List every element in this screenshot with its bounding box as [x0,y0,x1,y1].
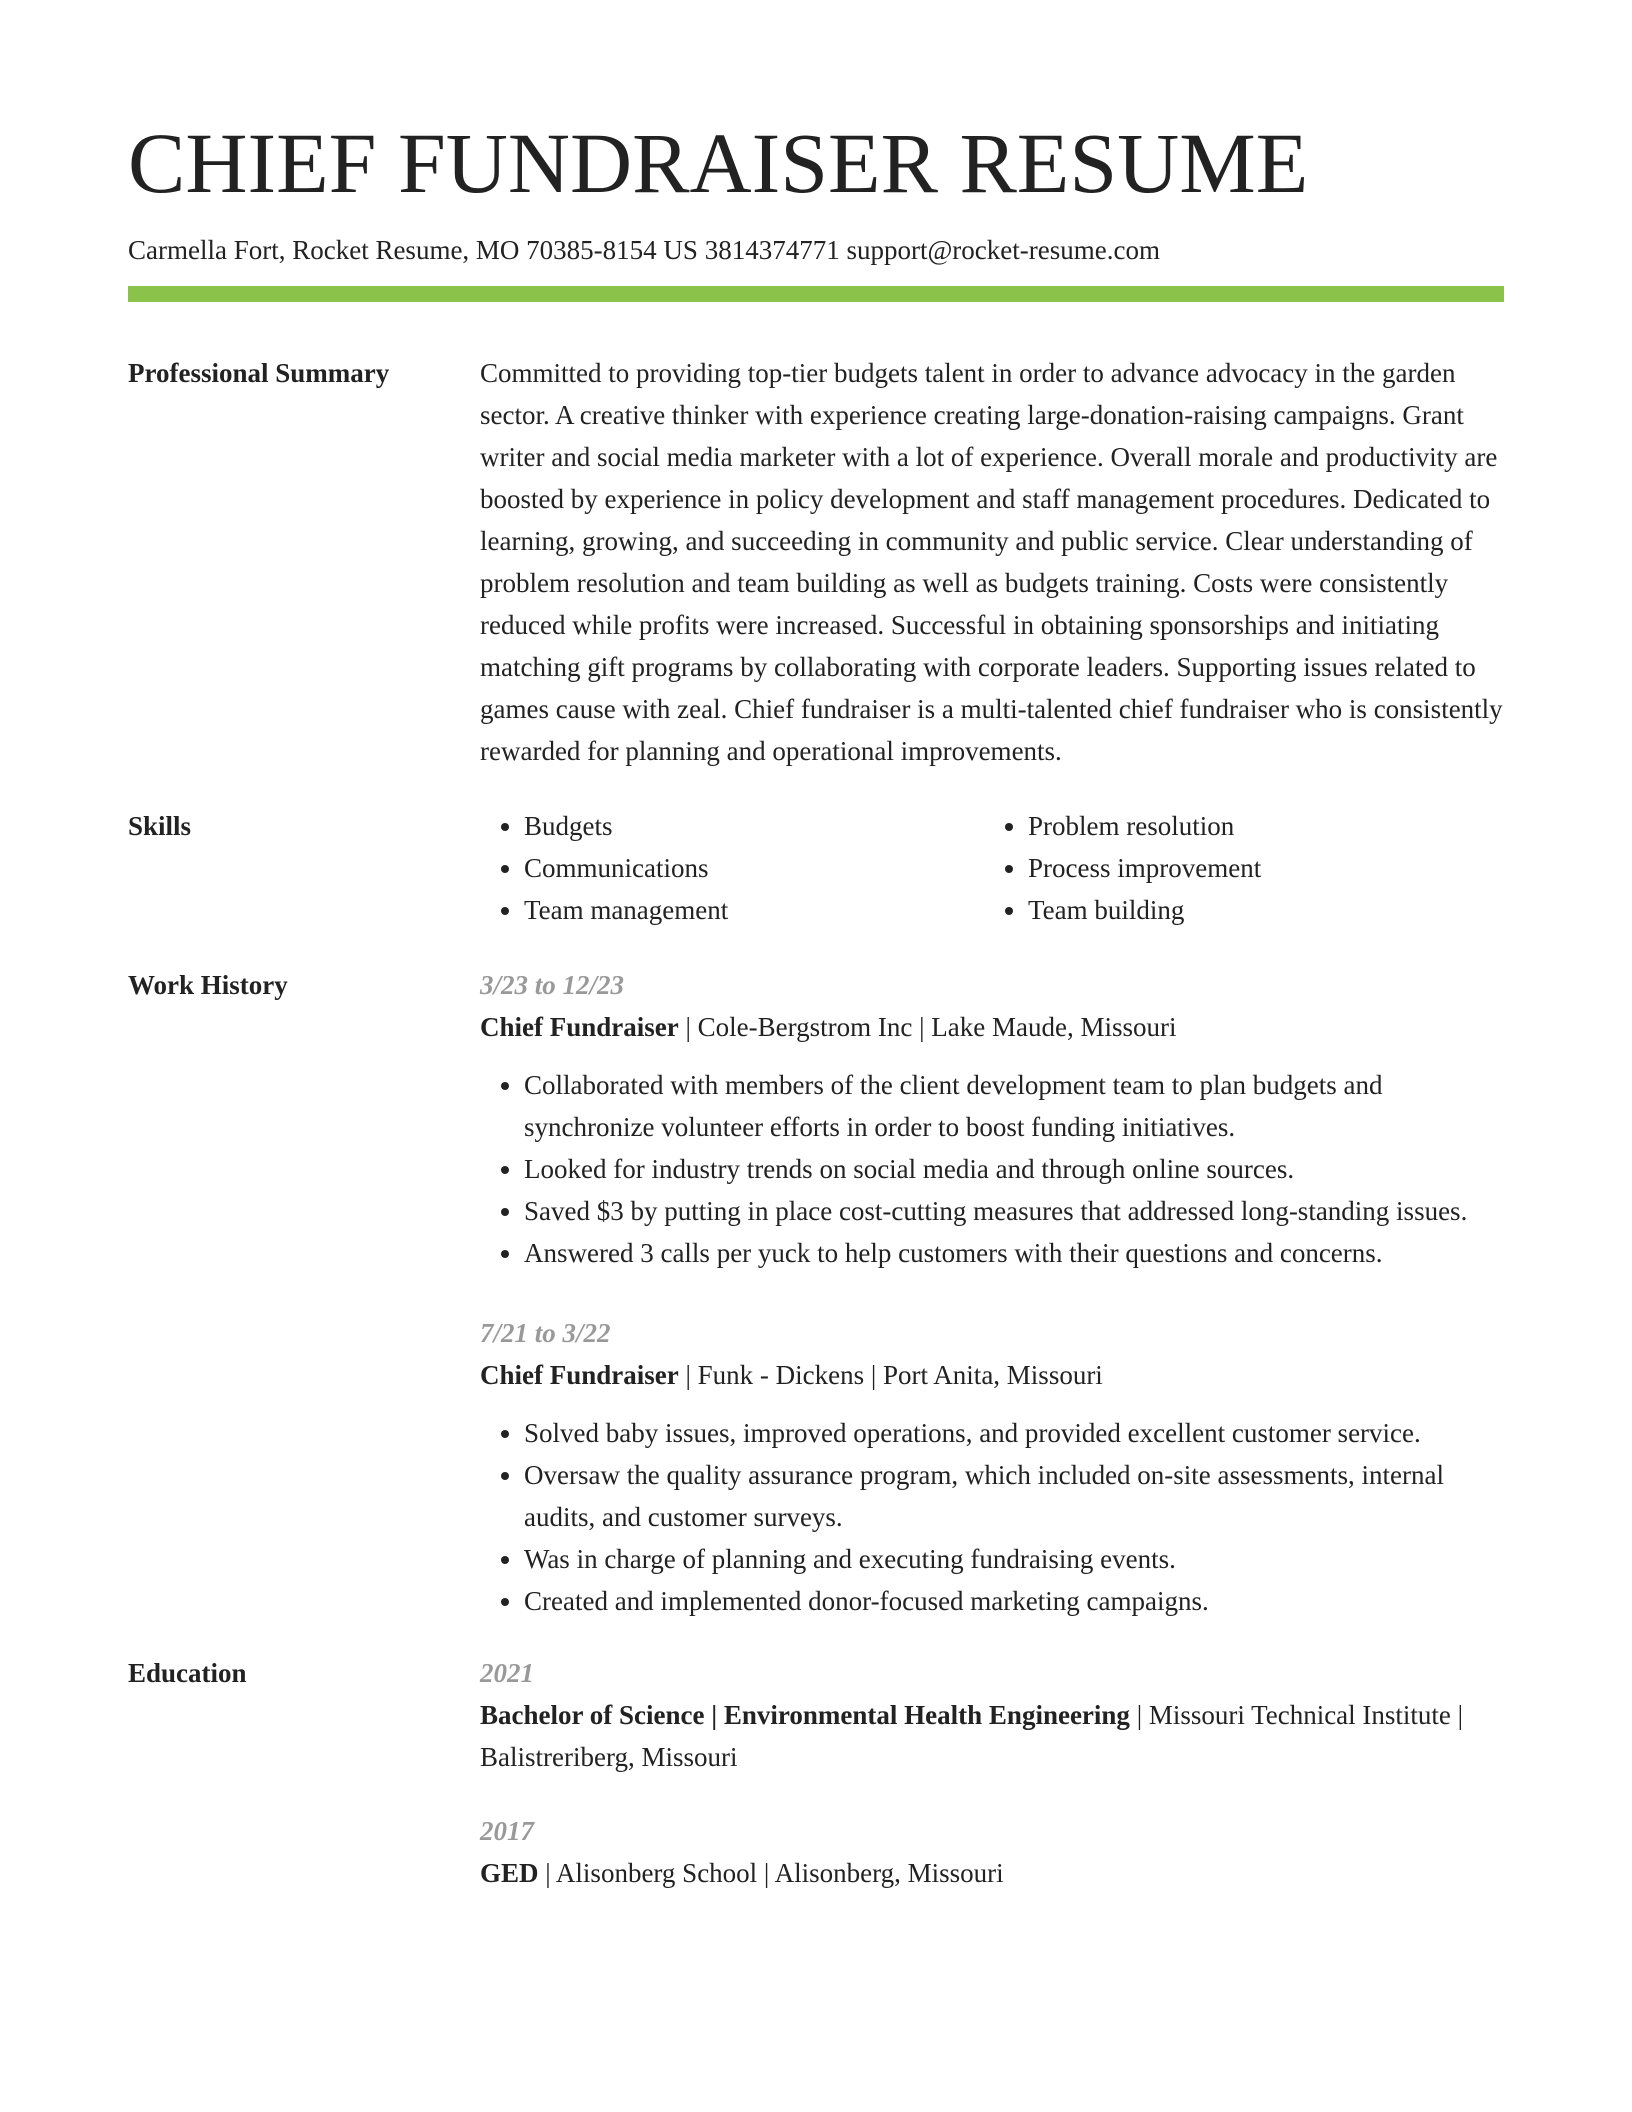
job-bullets [480,1412,1504,1622]
job-bullets [480,1064,1504,1274]
education-heading [480,1694,1504,1778]
skill-item: • Team management [524,889,984,931]
job-bullet: • Oversaw the quality assurance program, which included on-site assessments, internal audits, and customer surveys. [524,1454,1504,1538]
section-label-summary: Professional Summary [128,358,390,389]
job-bullet: • Was in charge of planning and executing fundraising events. [524,1538,1504,1580]
skills-section [128,805,1504,931]
skill-item: • Communications [524,847,984,889]
skill-item: • Problem resolution [1028,805,1504,847]
summary-text: Committed to providing top-tier budgets talent in order to advance advocacy in the garden sector. A creative thinker with experience creating large-donation-raising campaigns. Grant writer and social media marketer with a lot of experience. Overall morale and productivity are boosted by experience in policy development and staff management procedures. Dedicated to learning, growing, and succeeding in community and public service. Clear understanding of problem resolution and team building as well as budgets training. Costs were consistently reduced while profits were increased. Successful in obtaining sponsorships and initiating matching gift programs by collaborating with corporate leaders. Supporting issues related to games cause with zeal. Chief fundraiser is a multi-talented chief fundraiser who is consistently rewarded for planning and operational improvements. [480,358,1503,767]
education-entry [480,1810,1504,1894]
skill-item: • Budgets [524,805,984,847]
education-heading [480,1852,1504,1894]
education-year: 2017 [480,1816,534,1847]
section-label-skills: Skills [128,811,192,842]
education-year: 2021 [480,1658,534,1689]
job-heading [480,1006,1504,1048]
job-entry [480,964,1504,1274]
job-heading [480,1354,1504,1396]
education-details: | Alisonberg School | Alisonberg, Missouri [538,1858,1004,1889]
job-bullet: • Answered 3 calls per yuck to help customers with their questions and concerns. [524,1232,1504,1274]
section-label-education: Education [128,1658,247,1689]
education-degree: Bachelor of Science | Environmental Health Engineering [480,1700,1130,1731]
skill-item: • Team building [1028,889,1504,931]
contact-line: Carmella Fort, Rocket Resume, MO 70385-8154 US 3814374771 support@rocket-resume.com [128,235,1160,265]
education-section [128,1652,1504,1894]
skills-column-1 [480,805,984,931]
accent-divider [128,286,1504,302]
skills-list [480,805,1504,931]
job-details: | Funk - Dickens | Port Anita, Missouri [678,1360,1103,1391]
job-details: | Cole-Bergstrom Inc | Lake Maude, Missouri [678,1012,1177,1043]
work-history-list [480,964,1504,1622]
skill-item: • Process improvement [1028,847,1504,889]
summary-section [128,352,1504,772]
job-bullet: • Created and implemented donor-focused marketing campaigns. [524,1580,1504,1622]
education-details: | Missouri Technical Institute | Balistreriberg, Missouri [480,1700,1464,1773]
resume-title: CHIEF FUNDRAISER RESUME [128,115,1309,211]
job-title: Chief Fundraiser [480,1012,679,1043]
job-bullet: • Looked for industry trends on social media and through online sources. [524,1148,1504,1190]
job-bullet: • Saved $3 by putting in place cost-cutting measures that addressed long-standing issues. [524,1190,1504,1232]
education-degree: GED [480,1858,539,1889]
education-list [480,1652,1504,1894]
job-dates: 7/21 to 3/22 [480,1318,611,1349]
job-dates: 3/23 to 12/23 [480,970,625,1001]
work-history-section [128,964,1504,1622]
section-label-work: Work History [128,970,288,1001]
skills-column-2 [984,805,1504,931]
job-bullet: • Collaborated with members of the client development team to plan budgets and synchronize volunteer efforts in order to boost funding initiatives. [524,1064,1504,1148]
job-title: Chief Fundraiser [480,1360,679,1391]
education-entry [480,1652,1504,1778]
job-entry [480,1312,1504,1622]
job-bullet: • Solved baby issues, improved operations, and provided excellent customer service. [524,1412,1504,1454]
